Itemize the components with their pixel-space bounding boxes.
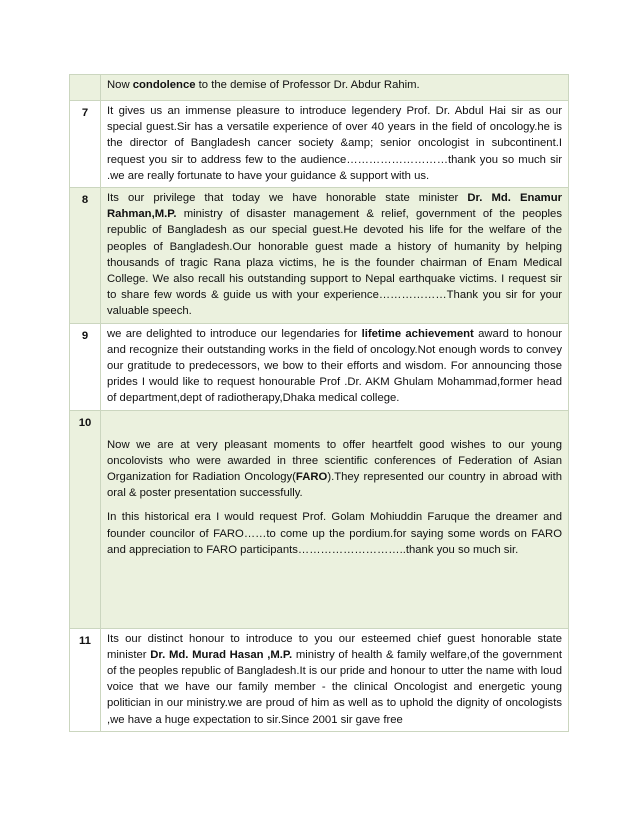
row-text — [101, 323, 569, 410]
text-run: It gives us an immense pleasure to introduce legendery Prof. Dr. Abdul Hai sir as our special guest.Sir has a versatile experience of over 40 years in the field of oncology.he is the director of Bangladesh cancer society &amp; senior oncologist in subcontinent.I request you sir to address few to the audience………………………thank you so much sir .we are really fortunate to have your guidance & support with us. — [107, 105, 562, 182]
table-row — [70, 101, 569, 188]
text-run: we are delighted to introduce our legendaries for — [107, 327, 362, 340]
row-text — [101, 628, 569, 731]
row-number: 8 — [70, 188, 101, 324]
table-row — [70, 628, 569, 731]
row-text — [101, 101, 569, 188]
table-row — [70, 75, 569, 101]
text-run: ministry of disaster management & relief, government of the peoples republic of Bangladesh as our special guest.He devoted his life for the welfare of the peoples of Bangladesh.Our honorable guest made a history of humanity by helping thousands of tragic Rana plaza victims, he is the founder chairman of Enam Medical College. We also recall his outstanding support to Nepal earthquake victims. I request sir to share few words & guide us with your experience………………Thank you sir for your valuable speech. — [107, 208, 562, 318]
row-number: 11 — [70, 628, 101, 731]
bold-text-run: lifetime achievement — [361, 327, 474, 340]
bold-text-run: condolence — [132, 79, 196, 91]
row-text — [101, 188, 569, 324]
row-number: 9 — [70, 323, 101, 410]
row-number: 10 — [70, 410, 101, 628]
table-row — [70, 188, 569, 324]
text-run: Now we are at very pleasant moments to offer heartfelt good wishes to our young oncolovists who were awarded in three scientific conferences of Federation of Asian Organization for Radiation Oncology( — [107, 438, 562, 484]
row-text — [101, 75, 569, 101]
paragraph — [107, 437, 562, 502]
bold-text-run: FARO — [295, 471, 328, 484]
text-run: ).They represented our country in abroad with oral & poster presentation successfully. — [107, 471, 562, 500]
text-run: Now — [107, 79, 133, 91]
row-number: 7 — [70, 101, 101, 188]
text-run: award to honour and recognize their outstanding works in the field of oncology.Not enough words to convey our gratitude to predecessors, we bow to their efforts and wisdom. For announcing those prides I would like to request honourable Prof .Dr. AKM Ghulam Mohammad,former head of department,dept of radiotherapy,Dhaka medical college. — [107, 327, 562, 405]
text-run: ministry of health & family welfare,of the government of the peoples republic of Bangladesh.It is our pride and honour to utter the name with loud voice that we have our family member - the clinical Oncologist and energetic young politician in our ministry.we are proud of him as well as to uphold the dignity of oncologists ,we have a huge expectation to sir.Since 2001 sir gave free — [107, 648, 563, 726]
bold-text-run: Dr. Md. Murad Hasan ,M.P. — [150, 648, 293, 661]
text-run: Its our distinct honour to introduce to you our esteemed chief guest honorable state minister — [107, 632, 562, 661]
agenda-table — [69, 74, 569, 732]
bold-text-run: Dr. Md. Enamur Rahman,M.P. — [107, 192, 563, 221]
paragraph: In this historical era I would request Prof. Golam Mohiuddin Faruque the dreamer and founder councilor of FARO……to come up the pordium.for saying some words on FARO and appreciation to FARO participants………………………..thank you so much sir. — [107, 511, 562, 556]
row-text — [101, 410, 569, 628]
table-row — [70, 323, 569, 410]
table-row — [70, 410, 569, 628]
text-run: to the demise of Professor Dr. Abdur Rahim. — [195, 79, 420, 91]
text-run: Its our privilege that today we have honorable state minister — [107, 192, 468, 205]
row-number — [70, 75, 101, 101]
